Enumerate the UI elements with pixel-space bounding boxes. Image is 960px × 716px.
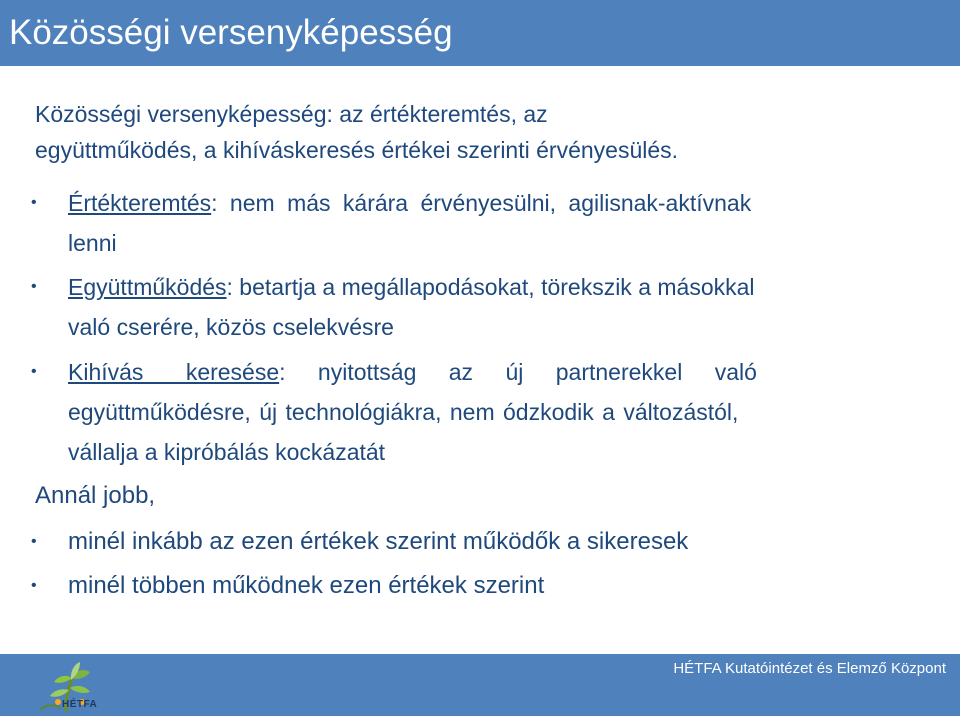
sub-bullet-item: [31, 522, 928, 562]
bullet-term: Értékteremtés: [68, 190, 212, 216]
bullet-text: lenni: [68, 230, 117, 256]
bullet-dot-icon: •: [31, 278, 37, 295]
sub-bullet-item: [31, 566, 928, 606]
bullet-dot-icon: •: [31, 533, 37, 550]
bullet-dot-icon: •: [31, 194, 37, 211]
bullet-text: együttműködésre, új technológiákra, nem ódzkodik a változástól,: [68, 399, 739, 425]
logo-text: HÉTFA: [62, 699, 98, 710]
bullet-text: vállalja a kipróbálás kockázatát: [68, 439, 386, 465]
bullet-term: Együttműködés: [68, 274, 227, 300]
intro-line-1: Közösségi versenyképesség: az értékteremtés, az: [35, 101, 548, 127]
sub-bullet-text: minél többen működnek ezen értékek szerint: [68, 572, 545, 599]
sub-bullet-text: minél inkább az ezen értékek szerint működők a sikeresek: [68, 528, 689, 555]
organization-name: HÉTFA Kutatóintézet és Elemző Központ: [673, 660, 946, 677]
footer-bar: [0, 654, 960, 716]
bullet-dot-icon: •: [31, 363, 37, 380]
title-bar: [0, 0, 960, 66]
bullet-challenge-seeking: [31, 352, 928, 472]
bullet-text: : nem más kárára érvényesülni, agilisnak-aktívnak: [211, 190, 752, 216]
annal-jobb-heading: Annál jobb,: [35, 482, 156, 509]
intro-line-2: együttműködés, a kihíváskeresés értékei szerinti érvényesülés.: [35, 137, 679, 163]
bullet-text: való cserére, közös cselekvésre: [68, 314, 394, 340]
bullet-value-creation: [31, 183, 928, 263]
bullet-dot-icon: •: [31, 577, 37, 594]
bullet-cooperation: [31, 267, 928, 347]
bullet-text: : nyitottság az új partnerekkel való: [279, 359, 757, 385]
intro-paragraph: [35, 96, 930, 168]
slide-title: Közösségi versenyképesség: [9, 13, 453, 52]
bullet-term: Kihívás keresése: [68, 359, 280, 385]
bullet-text: : betartja a megállapodásokat, törekszik a másokkal: [226, 274, 755, 300]
